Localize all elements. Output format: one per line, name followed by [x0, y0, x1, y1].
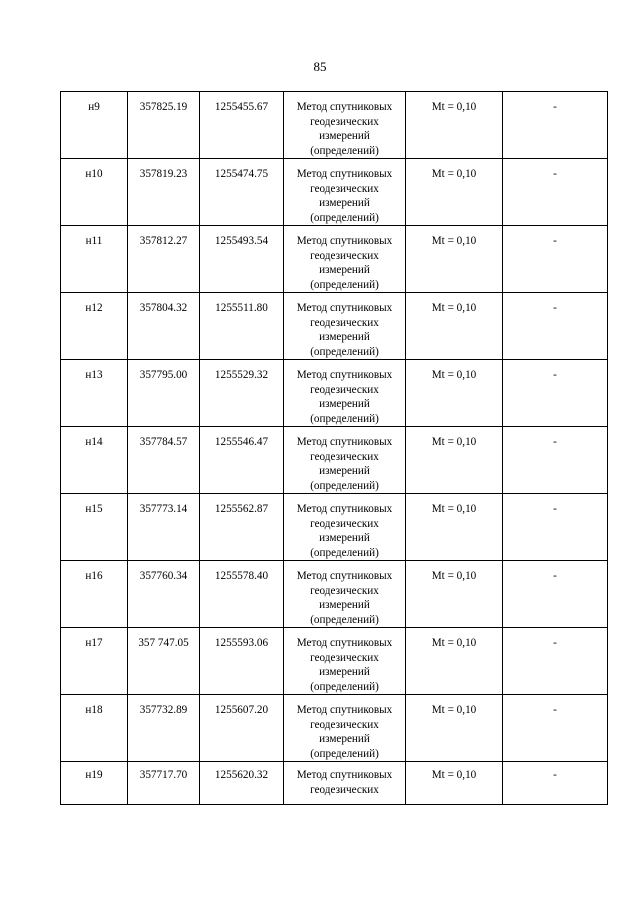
note-cell: -: [503, 561, 608, 628]
method-line: Метод спутниковых: [296, 436, 393, 448]
accuracy-cell: Mt = 0,10: [406, 561, 503, 628]
y-coordinate-cell: 1255546.47: [200, 427, 284, 494]
point-name-cell: н9: [61, 92, 128, 159]
point-name-cell: н16: [61, 561, 128, 628]
accuracy-cell: Mt = 0,10: [406, 494, 503, 561]
x-coordinate-cell: 357760.34: [128, 561, 200, 628]
x-coordinate-cell: 357717.70: [128, 762, 200, 805]
method-line: (определений): [310, 546, 379, 559]
method-line: геодезических: [310, 718, 379, 731]
accuracy-cell: Mt = 0,10: [406, 159, 503, 226]
y-coordinate-cell: 1255493.54: [200, 226, 284, 293]
method-line: Метод спутниковых: [296, 637, 393, 649]
x-coordinate-cell: 357819.23: [128, 159, 200, 226]
method-line: геодезических: [310, 450, 379, 463]
y-coordinate-cell: 1255578.40: [200, 561, 284, 628]
page-number: 85: [313, 59, 327, 74]
method-line: измерений: [319, 264, 370, 276]
table-row: [61, 628, 608, 695]
method-line: измерений: [319, 398, 370, 410]
method-line: измерений: [319, 733, 370, 745]
method-line: (определений): [310, 278, 379, 291]
x-coordinate-cell: 357773.14: [128, 494, 200, 561]
method-cell: [284, 561, 406, 628]
method-cell: [284, 494, 406, 561]
method-line: Метод спутниковых: [296, 503, 393, 515]
method-cell: [284, 293, 406, 360]
x-coordinate-cell: 357 747.05: [128, 628, 200, 695]
note-cell: -: [503, 762, 608, 805]
method-line: геодезических: [310, 249, 379, 262]
note-cell: -: [503, 695, 608, 762]
y-coordinate-cell: 1255607.20: [200, 695, 284, 762]
note-cell: -: [503, 226, 608, 293]
method-cell: [284, 427, 406, 494]
point-name-cell: н11: [61, 226, 128, 293]
table-row: [61, 427, 608, 494]
x-coordinate-cell: 357812.27: [128, 226, 200, 293]
method-cell: [284, 360, 406, 427]
method-line: (определений): [310, 345, 379, 358]
method-line: Метод спутниковых: [296, 235, 393, 247]
method-line: измерений: [319, 599, 370, 611]
accuracy-cell: Mt = 0,10: [406, 427, 503, 494]
method-line: измерений: [319, 197, 370, 209]
note-cell: -: [503, 159, 608, 226]
accuracy-cell: Mt = 0,10: [406, 695, 503, 762]
table-row: [61, 695, 608, 762]
y-coordinate-cell: 1255455.67: [200, 92, 284, 159]
method-cell: [284, 226, 406, 293]
x-coordinate-cell: 357804.32: [128, 293, 200, 360]
accuracy-cell: Mt = 0,10: [406, 762, 503, 805]
method-line: (определений): [310, 412, 379, 425]
y-coordinate-cell: 1255620.32: [200, 762, 284, 805]
method-line: (определений): [310, 613, 379, 626]
table-row: [61, 92, 608, 159]
accuracy-cell: Mt = 0,10: [406, 293, 503, 360]
point-name-cell: н12: [61, 293, 128, 360]
point-name-cell: н10: [61, 159, 128, 226]
y-coordinate-cell: 1255562.87: [200, 494, 284, 561]
method-line: геодезических: [310, 584, 379, 597]
note-cell: -: [503, 494, 608, 561]
method-line: (определений): [310, 211, 379, 224]
point-name-cell: н15: [61, 494, 128, 561]
method-line: геодезических: [310, 182, 379, 195]
accuracy-cell: Mt = 0,10: [406, 92, 503, 159]
y-coordinate-cell: 1255474.75: [200, 159, 284, 226]
method-line: (определений): [310, 680, 379, 693]
method-cell: [284, 159, 406, 226]
table-row: [61, 226, 608, 293]
method-line: (определений): [310, 144, 379, 157]
point-name-cell: н13: [61, 360, 128, 427]
coordinates-table: [60, 91, 608, 805]
note-cell: -: [503, 92, 608, 159]
method-line: измерений: [319, 130, 370, 142]
method-cell: [284, 92, 406, 159]
table-row: [61, 293, 608, 360]
accuracy-cell: Mt = 0,10: [406, 360, 503, 427]
method-line: геодезических: [310, 383, 379, 396]
method-line: измерений: [319, 532, 370, 544]
method-cell: [284, 695, 406, 762]
x-coordinate-cell: 357784.57: [128, 427, 200, 494]
method-line: Метод спутниковых: [296, 369, 393, 381]
method-line: измерений: [319, 666, 370, 678]
x-coordinate-cell: 357795.00: [128, 360, 200, 427]
note-cell: -: [503, 427, 608, 494]
method-line: геодезических: [310, 651, 379, 664]
table-row: [61, 762, 608, 805]
table-row: [61, 494, 608, 561]
method-line: измерений: [319, 465, 370, 477]
method-line: Метод спутниковых: [296, 704, 393, 716]
x-coordinate-cell: 357825.19: [128, 92, 200, 159]
method-line: (определений): [310, 479, 379, 492]
table-row: [61, 360, 608, 427]
point-name-cell: н14: [61, 427, 128, 494]
method-line: Метод спутниковых: [296, 302, 393, 314]
point-name-cell: н18: [61, 695, 128, 762]
method-line: Метод спутниковых: [296, 168, 393, 180]
point-name-cell: н17: [61, 628, 128, 695]
method-line: (определений): [310, 747, 379, 760]
x-coordinate-cell: 357732.89: [128, 695, 200, 762]
note-cell: -: [503, 628, 608, 695]
method-cell: [284, 762, 406, 805]
table-row: [61, 561, 608, 628]
method-line: Метод спутниковых: [296, 769, 393, 781]
method-line: геодезических: [310, 517, 379, 530]
accuracy-cell: Mt = 0,10: [406, 628, 503, 695]
method-cell: [284, 628, 406, 695]
y-coordinate-cell: 1255529.32: [200, 360, 284, 427]
method-line: Метод спутниковых: [296, 570, 393, 582]
note-cell: -: [503, 360, 608, 427]
y-coordinate-cell: 1255593.06: [200, 628, 284, 695]
method-line: геодезических: [310, 783, 379, 796]
table-row: [61, 159, 608, 226]
method-line: измерений: [319, 331, 370, 343]
point-name-cell: н19: [61, 762, 128, 805]
accuracy-cell: Mt = 0,10: [406, 226, 503, 293]
coordinates-table-body: [61, 92, 608, 805]
method-line: Метод спутниковых: [296, 101, 393, 113]
method-line: геодезических: [310, 115, 379, 128]
y-coordinate-cell: 1255511.80: [200, 293, 284, 360]
note-cell: -: [503, 293, 608, 360]
method-line: геодезических: [310, 316, 379, 329]
